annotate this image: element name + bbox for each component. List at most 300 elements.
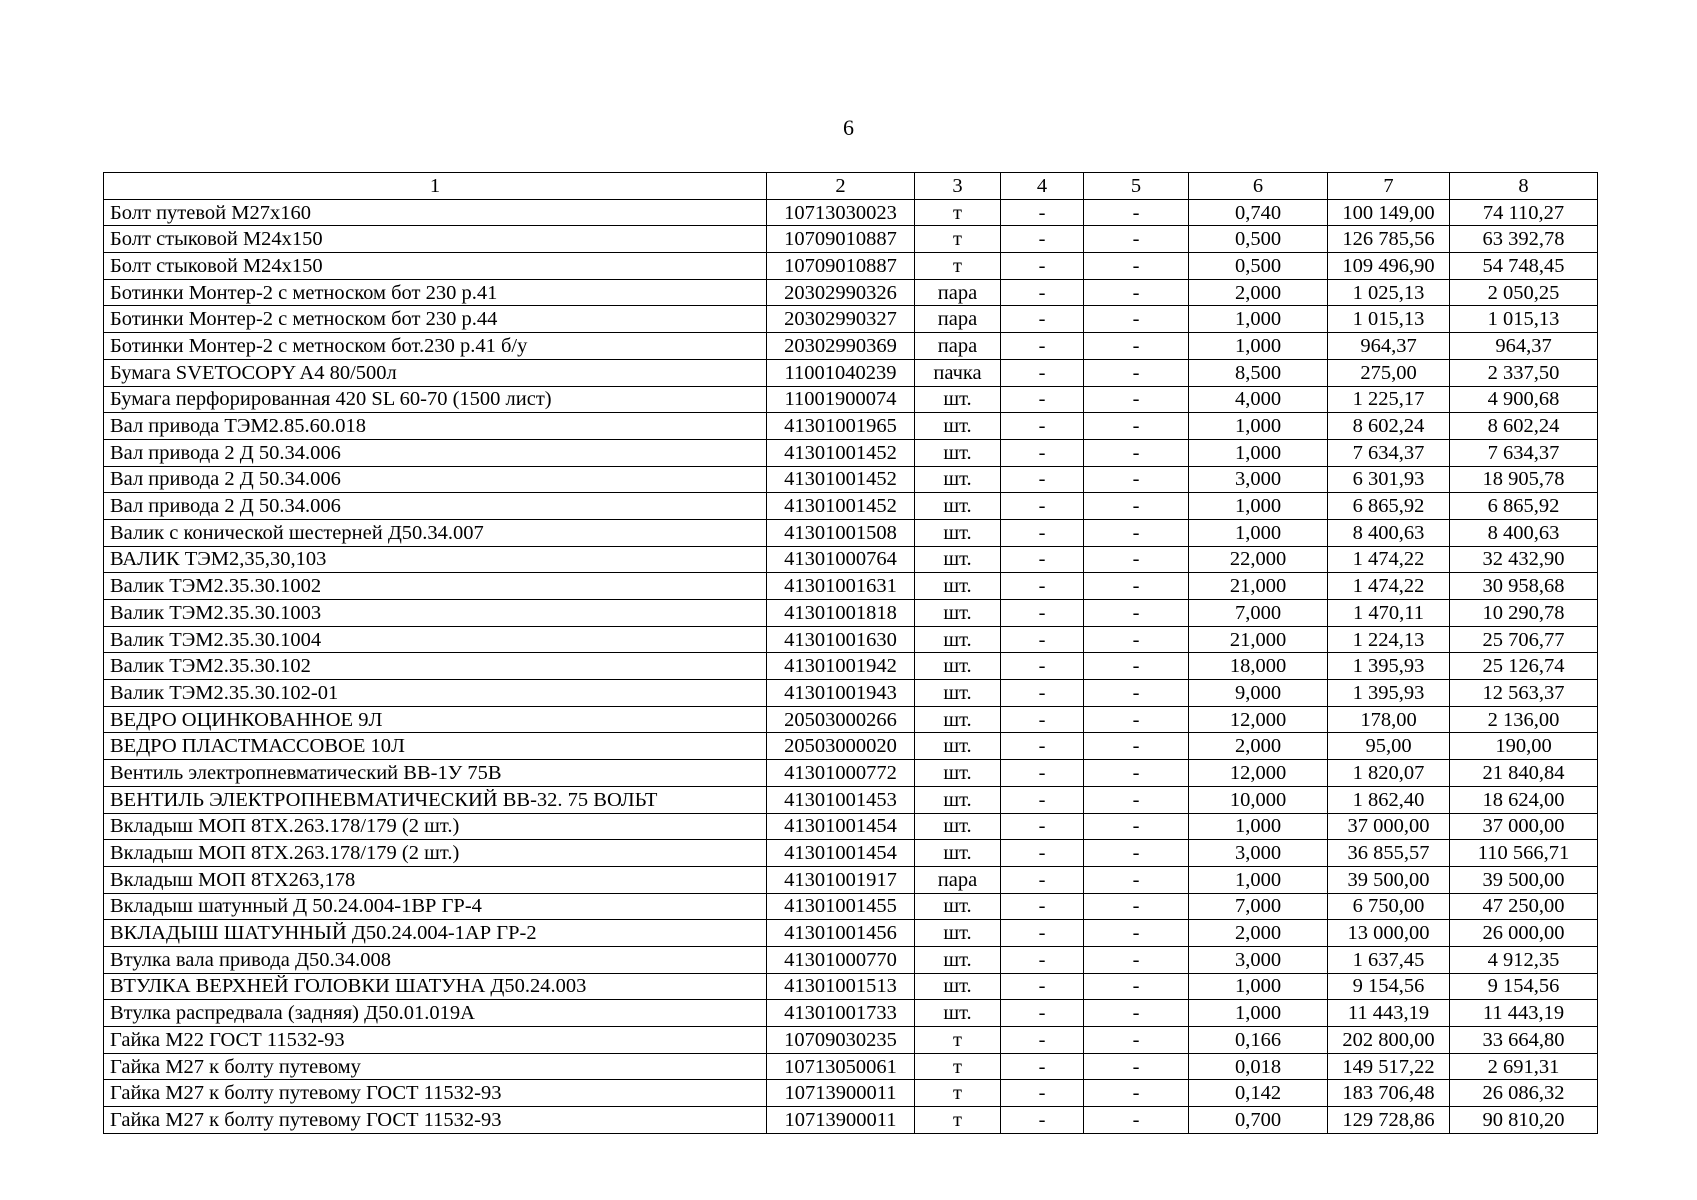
- quantity-cell: 1,000: [1189, 413, 1328, 440]
- item-name-cell: Ботинки Монтер-2 с метноском бот 230 р.44: [104, 306, 767, 333]
- item-name-cell: Вал привода ТЭМ2.85.60.018: [104, 413, 767, 440]
- column-header-3: 3: [915, 173, 1001, 200]
- price-cell: 964,37: [1328, 333, 1450, 360]
- table-row: [104, 866, 1598, 893]
- item-code-cell: 41301001454: [767, 840, 915, 867]
- quantity-cell: 10,000: [1189, 786, 1328, 813]
- sum-cell: 2 691,31: [1450, 1053, 1598, 1080]
- item-name-cell: Валик ТЭМ2.35.30.1004: [104, 626, 767, 653]
- table-row: [104, 306, 1598, 333]
- unit-cell: т: [915, 1080, 1001, 1107]
- price-cell: 6 301,93: [1328, 466, 1450, 493]
- sum-cell: 18 624,00: [1450, 786, 1598, 813]
- col4-cell: -: [1001, 680, 1084, 707]
- unit-cell: шт.: [915, 573, 1001, 600]
- item-code-cell: 41301000770: [767, 946, 915, 973]
- sum-cell: 37 000,00: [1450, 813, 1598, 840]
- item-name-cell: Вкладыш МОП 8ТХ.263.178/179 (2 шт.): [104, 840, 767, 867]
- sum-cell: 2 337,50: [1450, 359, 1598, 386]
- sum-cell: 12 563,37: [1450, 680, 1598, 707]
- price-cell: 126 785,56: [1328, 226, 1450, 253]
- quantity-cell: 0,142: [1189, 1080, 1328, 1107]
- sum-cell: 47 250,00: [1450, 893, 1598, 920]
- item-code-cell: 41301001456: [767, 920, 915, 947]
- quantity-cell: 22,000: [1189, 546, 1328, 573]
- item-code-cell: 20503000020: [767, 733, 915, 760]
- table-row: [104, 199, 1598, 226]
- table-row: [104, 253, 1598, 280]
- item-name-cell: Валик ТЭМ2.35.30.102-01: [104, 680, 767, 707]
- item-code-cell: 10709010887: [767, 253, 915, 280]
- sum-cell: 4 912,35: [1450, 946, 1598, 973]
- col5-cell: -: [1084, 1000, 1189, 1027]
- quantity-cell: 18,000: [1189, 653, 1328, 680]
- unit-cell: пара: [915, 306, 1001, 333]
- item-name-cell: Валик ТЭМ2.35.30.1003: [104, 600, 767, 627]
- sum-cell: 74 110,27: [1450, 199, 1598, 226]
- col4-cell: -: [1001, 813, 1084, 840]
- table-row: [104, 573, 1598, 600]
- col5-cell: -: [1084, 706, 1189, 733]
- price-cell: 149 517,22: [1328, 1053, 1450, 1080]
- quantity-cell: 12,000: [1189, 760, 1328, 787]
- item-name-cell: Вал привода 2 Д 50.34.006: [104, 439, 767, 466]
- unit-cell: шт.: [915, 386, 1001, 413]
- item-code-cell: 41301001455: [767, 893, 915, 920]
- col5-cell: -: [1084, 1053, 1189, 1080]
- price-cell: 100 149,00: [1328, 199, 1450, 226]
- col4-cell: -: [1001, 786, 1084, 813]
- sum-cell: 32 432,90: [1450, 546, 1598, 573]
- table-row: [104, 493, 1598, 520]
- column-header-7: 7: [1328, 173, 1450, 200]
- col5-cell: -: [1084, 359, 1189, 386]
- table-row: [104, 439, 1598, 466]
- item-code-cell: 41301000764: [767, 546, 915, 573]
- unit-cell: шт.: [915, 546, 1001, 573]
- price-cell: 1 474,22: [1328, 546, 1450, 573]
- unit-cell: т: [915, 226, 1001, 253]
- price-cell: 275,00: [1328, 359, 1450, 386]
- column-header-6: 6: [1189, 173, 1328, 200]
- price-cell: 129 728,86: [1328, 1107, 1450, 1134]
- item-code-cell: 10709010887: [767, 226, 915, 253]
- unit-cell: пара: [915, 333, 1001, 360]
- price-cell: 13 000,00: [1328, 920, 1450, 947]
- item-name-cell: Ботинки Монтер-2 с метноском бот 230 р.41: [104, 279, 767, 306]
- item-name-cell: Гайка М27 к болту путевому ГОСТ 11532-93: [104, 1107, 767, 1134]
- item-name-cell: Вкладыш МОП 8ТХ263,178: [104, 866, 767, 893]
- col5-cell: -: [1084, 653, 1189, 680]
- item-code-cell: 11001040239: [767, 359, 915, 386]
- quantity-cell: 9,000: [1189, 680, 1328, 707]
- quantity-cell: 2,000: [1189, 279, 1328, 306]
- col4-cell: -: [1001, 1027, 1084, 1054]
- table-body: [104, 199, 1598, 1133]
- sum-cell: 54 748,45: [1450, 253, 1598, 280]
- unit-cell: пара: [915, 866, 1001, 893]
- col4-cell: -: [1001, 866, 1084, 893]
- item-name-cell: Вкладыш МОП 8ТХ.263.178/179 (2 шт.): [104, 813, 767, 840]
- col4-cell: -: [1001, 1107, 1084, 1134]
- table-row: [104, 893, 1598, 920]
- item-name-cell: Ботинки Монтер-2 с метноском бот.230 р.41 б/у: [104, 333, 767, 360]
- item-code-cell: 41301001631: [767, 573, 915, 600]
- quantity-cell: 1,000: [1189, 813, 1328, 840]
- quantity-cell: 2,000: [1189, 920, 1328, 947]
- quantity-cell: 3,000: [1189, 946, 1328, 973]
- price-cell: 1 395,93: [1328, 653, 1450, 680]
- sum-cell: 11 443,19: [1450, 1000, 1598, 1027]
- table-row: [104, 760, 1598, 787]
- col5-cell: -: [1084, 253, 1189, 280]
- table-row: [104, 653, 1598, 680]
- quantity-cell: 1,000: [1189, 493, 1328, 520]
- quantity-cell: 8,500: [1189, 359, 1328, 386]
- col5-cell: -: [1084, 600, 1189, 627]
- sum-cell: 63 392,78: [1450, 226, 1598, 253]
- item-name-cell: Вал привода 2 Д 50.34.006: [104, 493, 767, 520]
- unit-cell: шт.: [915, 626, 1001, 653]
- col4-cell: -: [1001, 279, 1084, 306]
- col5-cell: -: [1084, 866, 1189, 893]
- col5-cell: -: [1084, 1080, 1189, 1107]
- item-name-cell: Вкладыш шатунный Д 50.24.004-1ВР ГР-4: [104, 893, 767, 920]
- quantity-cell: 3,000: [1189, 840, 1328, 867]
- quantity-cell: 1,000: [1189, 306, 1328, 333]
- col5-cell: -: [1084, 546, 1189, 573]
- sum-cell: 26 000,00: [1450, 920, 1598, 947]
- sum-cell: 21 840,84: [1450, 760, 1598, 787]
- item-code-cell: 20302990369: [767, 333, 915, 360]
- item-code-cell: 41301001943: [767, 680, 915, 707]
- unit-cell: шт.: [915, 413, 1001, 440]
- sum-cell: 90 810,20: [1450, 1107, 1598, 1134]
- quantity-cell: 21,000: [1189, 573, 1328, 600]
- col4-cell: -: [1001, 546, 1084, 573]
- price-cell: 202 800,00: [1328, 1027, 1450, 1054]
- table-row: [104, 1080, 1598, 1107]
- unit-cell: шт.: [915, 466, 1001, 493]
- sum-cell: 4 900,68: [1450, 386, 1598, 413]
- col5-cell: -: [1084, 920, 1189, 947]
- quantity-cell: 0,740: [1189, 199, 1328, 226]
- col5-cell: -: [1084, 1027, 1189, 1054]
- col4-cell: -: [1001, 226, 1084, 253]
- item-code-cell: 41301001818: [767, 600, 915, 627]
- table-row: [104, 333, 1598, 360]
- item-name-cell: Болт путевой М27х160: [104, 199, 767, 226]
- table-row: [104, 813, 1598, 840]
- col5-cell: -: [1084, 333, 1189, 360]
- price-cell: 1 224,13: [1328, 626, 1450, 653]
- col4-cell: -: [1001, 386, 1084, 413]
- col4-cell: -: [1001, 413, 1084, 440]
- header-row: [104, 173, 1598, 200]
- col4-cell: -: [1001, 493, 1084, 520]
- col4-cell: -: [1001, 359, 1084, 386]
- col5-cell: -: [1084, 680, 1189, 707]
- sum-cell: 2 050,25: [1450, 279, 1598, 306]
- unit-cell: шт.: [915, 760, 1001, 787]
- sum-cell: 6 865,92: [1450, 493, 1598, 520]
- price-cell: 183 706,48: [1328, 1080, 1450, 1107]
- price-cell: 6 865,92: [1328, 493, 1450, 520]
- col5-cell: -: [1084, 973, 1189, 1000]
- column-header-1: 1: [104, 173, 767, 200]
- col5-cell: -: [1084, 519, 1189, 546]
- item-code-cell: 41301001965: [767, 413, 915, 440]
- price-cell: 8 602,24: [1328, 413, 1450, 440]
- unit-cell: шт.: [915, 946, 1001, 973]
- sum-cell: 30 958,68: [1450, 573, 1598, 600]
- item-code-cell: 41301001453: [767, 786, 915, 813]
- item-code-cell: 41301001630: [767, 626, 915, 653]
- col5-cell: -: [1084, 413, 1189, 440]
- col4-cell: -: [1001, 760, 1084, 787]
- sum-cell: 26 086,32: [1450, 1080, 1598, 1107]
- unit-cell: шт.: [915, 653, 1001, 680]
- quantity-cell: 0,166: [1189, 1027, 1328, 1054]
- unit-cell: шт.: [915, 706, 1001, 733]
- unit-cell: шт.: [915, 893, 1001, 920]
- item-name-cell: Гайка М27 к болту путевому: [104, 1053, 767, 1080]
- item-name-cell: ВАЛИК ТЭМ2,35,30,103: [104, 546, 767, 573]
- col4-cell: -: [1001, 1053, 1084, 1080]
- table-row: [104, 1027, 1598, 1054]
- item-name-cell: Гайка М22 ГОСТ 11532-93: [104, 1027, 767, 1054]
- table-row: [104, 1000, 1598, 1027]
- col5-cell: -: [1084, 439, 1189, 466]
- col4-cell: -: [1001, 733, 1084, 760]
- sum-cell: 7 634,37: [1450, 439, 1598, 466]
- quantity-cell: 7,000: [1189, 600, 1328, 627]
- item-code-cell: 10713900011: [767, 1107, 915, 1134]
- price-cell: 109 496,90: [1328, 253, 1450, 280]
- col4-cell: -: [1001, 253, 1084, 280]
- col4-cell: -: [1001, 333, 1084, 360]
- item-code-cell: 11001900074: [767, 386, 915, 413]
- price-cell: 1 395,93: [1328, 680, 1450, 707]
- quantity-cell: 3,000: [1189, 466, 1328, 493]
- quantity-cell: 7,000: [1189, 893, 1328, 920]
- item-name-cell: Болт стыковой М24х150: [104, 253, 767, 280]
- col5-cell: -: [1084, 199, 1189, 226]
- sum-cell: 33 664,80: [1450, 1027, 1598, 1054]
- col4-cell: -: [1001, 1080, 1084, 1107]
- quantity-cell: 1,000: [1189, 333, 1328, 360]
- table-row: [104, 706, 1598, 733]
- quantity-cell: 1,000: [1189, 439, 1328, 466]
- item-code-cell: 41301001917: [767, 866, 915, 893]
- col4-cell: -: [1001, 706, 1084, 733]
- item-name-cell: Вал привода 2 Д 50.34.006: [104, 466, 767, 493]
- col4-cell: -: [1001, 573, 1084, 600]
- item-name-cell: ВЕДРО ОЦИНКОВАННОЕ 9Л: [104, 706, 767, 733]
- sum-cell: 8 400,63: [1450, 519, 1598, 546]
- quantity-cell: 2,000: [1189, 733, 1328, 760]
- table-row: [104, 786, 1598, 813]
- quantity-cell: 1,000: [1189, 519, 1328, 546]
- column-header-8: 8: [1450, 173, 1598, 200]
- price-cell: 178,00: [1328, 706, 1450, 733]
- price-cell: 1 470,11: [1328, 600, 1450, 627]
- col5-cell: -: [1084, 386, 1189, 413]
- item-name-cell: Бумага SVETOCOPY A4 80/500л: [104, 359, 767, 386]
- table-row: [104, 1053, 1598, 1080]
- col5-cell: -: [1084, 573, 1189, 600]
- item-name-cell: ВТУЛКА ВЕРХНЕЙ ГОЛОВКИ ШАТУНА Д50.24.003: [104, 973, 767, 1000]
- quantity-cell: 0,018: [1189, 1053, 1328, 1080]
- unit-cell: шт.: [915, 519, 1001, 546]
- sum-cell: 1 015,13: [1450, 306, 1598, 333]
- table-row: [104, 226, 1598, 253]
- unit-cell: шт.: [915, 493, 1001, 520]
- quantity-cell: 12,000: [1189, 706, 1328, 733]
- price-cell: 6 750,00: [1328, 893, 1450, 920]
- table-row: [104, 626, 1598, 653]
- table-row: [104, 519, 1598, 546]
- col4-cell: -: [1001, 199, 1084, 226]
- sum-cell: 18 905,78: [1450, 466, 1598, 493]
- item-code-cell: 10713900011: [767, 1080, 915, 1107]
- col5-cell: -: [1084, 1107, 1189, 1134]
- item-code-cell: 41301001508: [767, 519, 915, 546]
- price-cell: 9 154,56: [1328, 973, 1450, 1000]
- price-cell: 39 500,00: [1328, 866, 1450, 893]
- sum-cell: 2 136,00: [1450, 706, 1598, 733]
- quantity-cell: 0,500: [1189, 226, 1328, 253]
- quantity-cell: 1,000: [1189, 866, 1328, 893]
- price-cell: 1 225,17: [1328, 386, 1450, 413]
- col5-cell: -: [1084, 760, 1189, 787]
- sum-cell: 39 500,00: [1450, 866, 1598, 893]
- col5-cell: -: [1084, 786, 1189, 813]
- item-code-cell: 41301001942: [767, 653, 915, 680]
- unit-cell: шт.: [915, 733, 1001, 760]
- column-header-2: 2: [767, 173, 915, 200]
- quantity-cell: 0,500: [1189, 253, 1328, 280]
- column-header-4: 4: [1001, 173, 1084, 200]
- table-row: [104, 920, 1598, 947]
- unit-cell: пара: [915, 279, 1001, 306]
- item-name-cell: Валик с конической шестерней Д50.34.007: [104, 519, 767, 546]
- item-code-cell: 10709030235: [767, 1027, 915, 1054]
- table-row: [104, 973, 1598, 1000]
- table-row: [104, 733, 1598, 760]
- unit-cell: т: [915, 1053, 1001, 1080]
- unit-cell: шт.: [915, 840, 1001, 867]
- price-cell: 1 637,45: [1328, 946, 1450, 973]
- price-cell: 1 862,40: [1328, 786, 1450, 813]
- item-name-cell: Втулка вала привода Д50.34.008: [104, 946, 767, 973]
- quantity-cell: 1,000: [1189, 973, 1328, 1000]
- col4-cell: -: [1001, 893, 1084, 920]
- item-name-cell: ВЕДРО ПЛАСТМАССОВОЕ 10Л: [104, 733, 767, 760]
- sum-cell: 9 154,56: [1450, 973, 1598, 1000]
- price-cell: 11 443,19: [1328, 1000, 1450, 1027]
- quantity-cell: 1,000: [1189, 1000, 1328, 1027]
- col5-cell: -: [1084, 279, 1189, 306]
- unit-cell: шт.: [915, 973, 1001, 1000]
- col5-cell: -: [1084, 466, 1189, 493]
- sum-cell: 964,37: [1450, 333, 1598, 360]
- item-name-cell: Вентиль электропневматический ВВ-1У 75В: [104, 760, 767, 787]
- item-name-cell: Бумага перфорированная 420 SL 60-70 (1500 лист): [104, 386, 767, 413]
- table-row: [104, 680, 1598, 707]
- col4-cell: -: [1001, 1000, 1084, 1027]
- col5-cell: -: [1084, 306, 1189, 333]
- col5-cell: -: [1084, 493, 1189, 520]
- unit-cell: т: [915, 1107, 1001, 1134]
- item-code-cell: 41301001452: [767, 439, 915, 466]
- quantity-cell: 0,700: [1189, 1107, 1328, 1134]
- col4-cell: -: [1001, 653, 1084, 680]
- table-row: [104, 600, 1598, 627]
- col4-cell: -: [1001, 306, 1084, 333]
- item-code-cell: 10713050061: [767, 1053, 915, 1080]
- table-row: [104, 546, 1598, 573]
- table-row: [104, 840, 1598, 867]
- sum-cell: 25 126,74: [1450, 653, 1598, 680]
- item-code-cell: 41301000772: [767, 760, 915, 787]
- item-name-cell: ВКЛАДЫШ ШАТУННЫЙ Д50.24.004-1АР ГР-2: [104, 920, 767, 947]
- item-code-cell: 10713030023: [767, 199, 915, 226]
- page-number: 6: [843, 115, 854, 140]
- item-code-cell: 41301001452: [767, 493, 915, 520]
- col4-cell: -: [1001, 600, 1084, 627]
- unit-cell: шт.: [915, 813, 1001, 840]
- col5-cell: -: [1084, 893, 1189, 920]
- col5-cell: -: [1084, 840, 1189, 867]
- price-cell: 8 400,63: [1328, 519, 1450, 546]
- table-row: [104, 359, 1598, 386]
- col4-cell: -: [1001, 466, 1084, 493]
- unit-cell: шт.: [915, 600, 1001, 627]
- col5-cell: -: [1084, 226, 1189, 253]
- unit-cell: шт.: [915, 786, 1001, 813]
- col5-cell: -: [1084, 733, 1189, 760]
- col4-cell: -: [1001, 519, 1084, 546]
- column-header-5: 5: [1084, 173, 1189, 200]
- item-name-cell: ВЕНТИЛЬ ЭЛЕКТРОПНЕВМАТИЧЕСКИЙ ВВ-32. 75 ВОЛЬТ: [104, 786, 767, 813]
- sum-cell: 190,00: [1450, 733, 1598, 760]
- item-code-cell: 41301001733: [767, 1000, 915, 1027]
- col5-cell: -: [1084, 946, 1189, 973]
- col4-cell: -: [1001, 439, 1084, 466]
- price-cell: 95,00: [1328, 733, 1450, 760]
- item-code-cell: 20302990326: [767, 279, 915, 306]
- col4-cell: -: [1001, 840, 1084, 867]
- price-cell: 37 000,00: [1328, 813, 1450, 840]
- col5-cell: -: [1084, 626, 1189, 653]
- price-cell: 1 820,07: [1328, 760, 1450, 787]
- materials-table: [103, 172, 1598, 1134]
- unit-cell: т: [915, 253, 1001, 280]
- item-name-cell: Валик ТЭМ2.35.30.1002: [104, 573, 767, 600]
- col4-cell: -: [1001, 920, 1084, 947]
- price-cell: 1 015,13: [1328, 306, 1450, 333]
- item-name-cell: Болт стыковой М24х150: [104, 226, 767, 253]
- col5-cell: -: [1084, 813, 1189, 840]
- sum-cell: 25 706,77: [1450, 626, 1598, 653]
- price-cell: 1 025,13: [1328, 279, 1450, 306]
- table-row: [104, 466, 1598, 493]
- col4-cell: -: [1001, 626, 1084, 653]
- sum-cell: 110 566,71: [1450, 840, 1598, 867]
- price-cell: 36 855,57: [1328, 840, 1450, 867]
- sum-cell: 10 290,78: [1450, 600, 1598, 627]
